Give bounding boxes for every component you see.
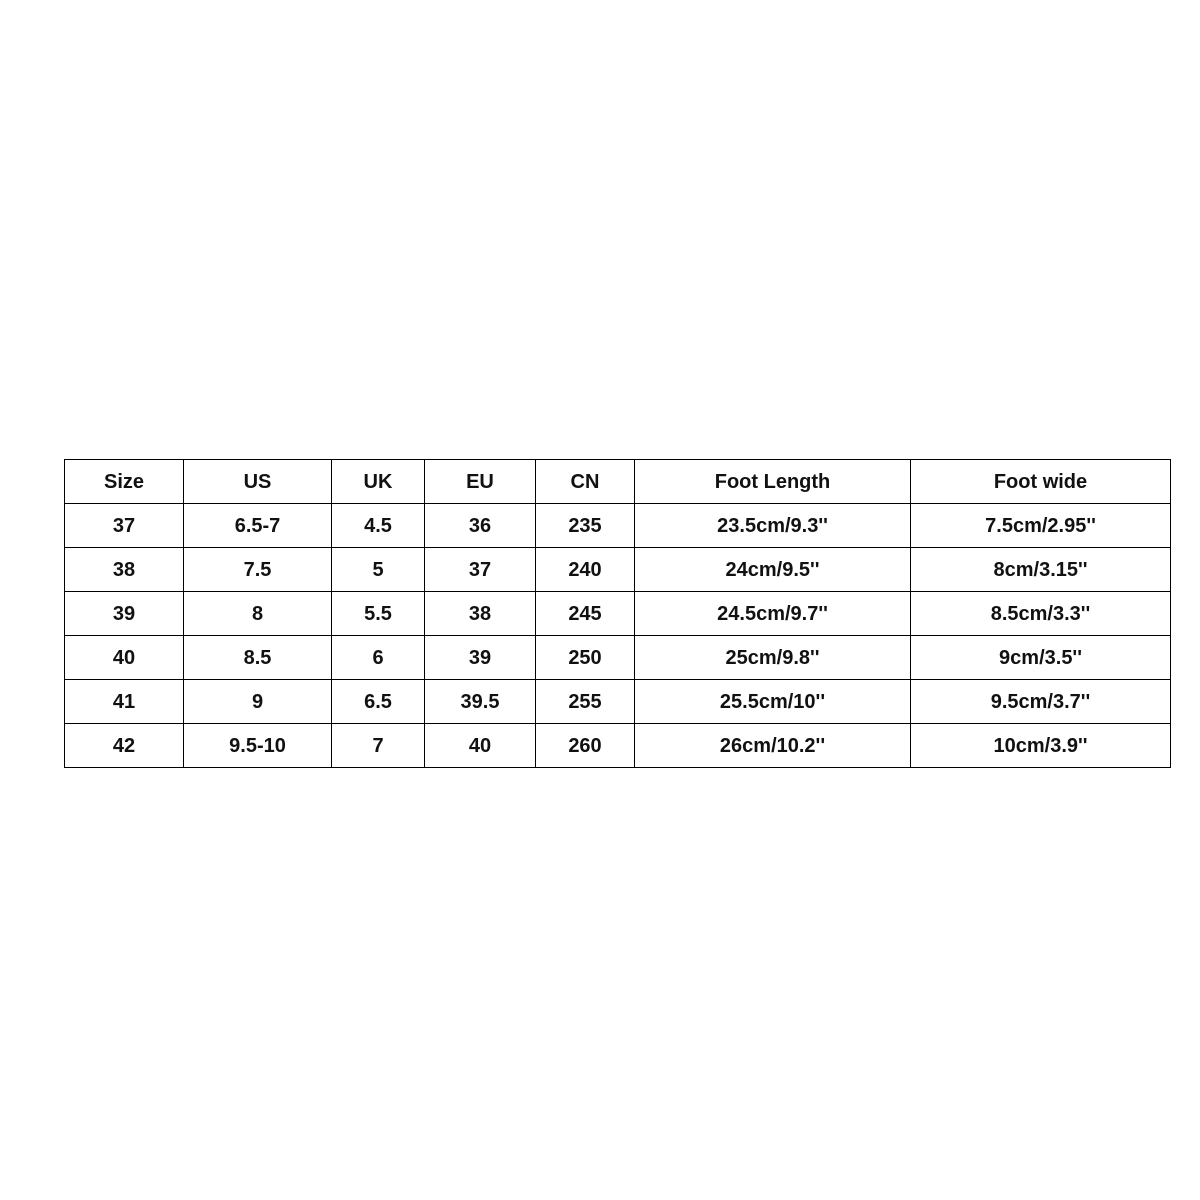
cell-eu: 39.5: [425, 680, 536, 724]
cell-cn: 240: [536, 548, 635, 592]
header-us: US: [184, 460, 332, 504]
cell-us: 9: [184, 680, 332, 724]
cell-size: 40: [65, 636, 184, 680]
header-foot-length: Foot Length: [635, 460, 911, 504]
table-row: [65, 636, 1171, 680]
cell-foot-length: 24cm/9.5'': [635, 548, 911, 592]
cell-foot-wide: 8.5cm/3.3'': [911, 592, 1171, 636]
cell-foot-wide: 8cm/3.15'': [911, 548, 1171, 592]
cell-cn: 245: [536, 592, 635, 636]
cell-uk: 6.5: [332, 680, 425, 724]
cell-size: 38: [65, 548, 184, 592]
cell-eu: 39: [425, 636, 536, 680]
cell-foot-length: 24.5cm/9.7'': [635, 592, 911, 636]
cell-eu: 38: [425, 592, 536, 636]
header-foot-wide: Foot wide: [911, 460, 1171, 504]
cell-uk: 7: [332, 724, 425, 768]
cell-us: 8: [184, 592, 332, 636]
cell-foot-length: 26cm/10.2'': [635, 724, 911, 768]
cell-eu: 36: [425, 504, 536, 548]
cell-us: 6.5-7: [184, 504, 332, 548]
cell-cn: 260: [536, 724, 635, 768]
cell-uk: 6: [332, 636, 425, 680]
table-row: [65, 548, 1171, 592]
cell-us: 7.5: [184, 548, 332, 592]
cell-cn: 250: [536, 636, 635, 680]
cell-size: 39: [65, 592, 184, 636]
table-row: [65, 592, 1171, 636]
cell-foot-length: 23.5cm/9.3'': [635, 504, 911, 548]
header-row: [65, 460, 1171, 504]
cell-uk: 5.5: [332, 592, 425, 636]
cell-uk: 5: [332, 548, 425, 592]
cell-foot-wide: 7.5cm/2.95'': [911, 504, 1171, 548]
cell-size: 37: [65, 504, 184, 548]
header-cn: CN: [536, 460, 635, 504]
cell-us: 8.5: [184, 636, 332, 680]
cell-uk: 4.5: [332, 504, 425, 548]
header-size: Size: [65, 460, 184, 504]
cell-cn: 255: [536, 680, 635, 724]
cell-foot-wide: 10cm/3.9'': [911, 724, 1171, 768]
cell-eu: 37: [425, 548, 536, 592]
table-row: [65, 724, 1171, 768]
header-uk: UK: [332, 460, 425, 504]
header-eu: EU: [425, 460, 536, 504]
cell-foot-wide: 9.5cm/3.7'': [911, 680, 1171, 724]
cell-us: 9.5-10: [184, 724, 332, 768]
cell-eu: 40: [425, 724, 536, 768]
table-row: [65, 504, 1171, 548]
cell-foot-length: 25cm/9.8'': [635, 636, 911, 680]
cell-size: 41: [65, 680, 184, 724]
table-row: [65, 680, 1171, 724]
cell-size: 42: [65, 724, 184, 768]
cell-cn: 235: [536, 504, 635, 548]
size-chart-table: [64, 459, 1171, 768]
cell-foot-length: 25.5cm/10'': [635, 680, 911, 724]
cell-foot-wide: 9cm/3.5'': [911, 636, 1171, 680]
